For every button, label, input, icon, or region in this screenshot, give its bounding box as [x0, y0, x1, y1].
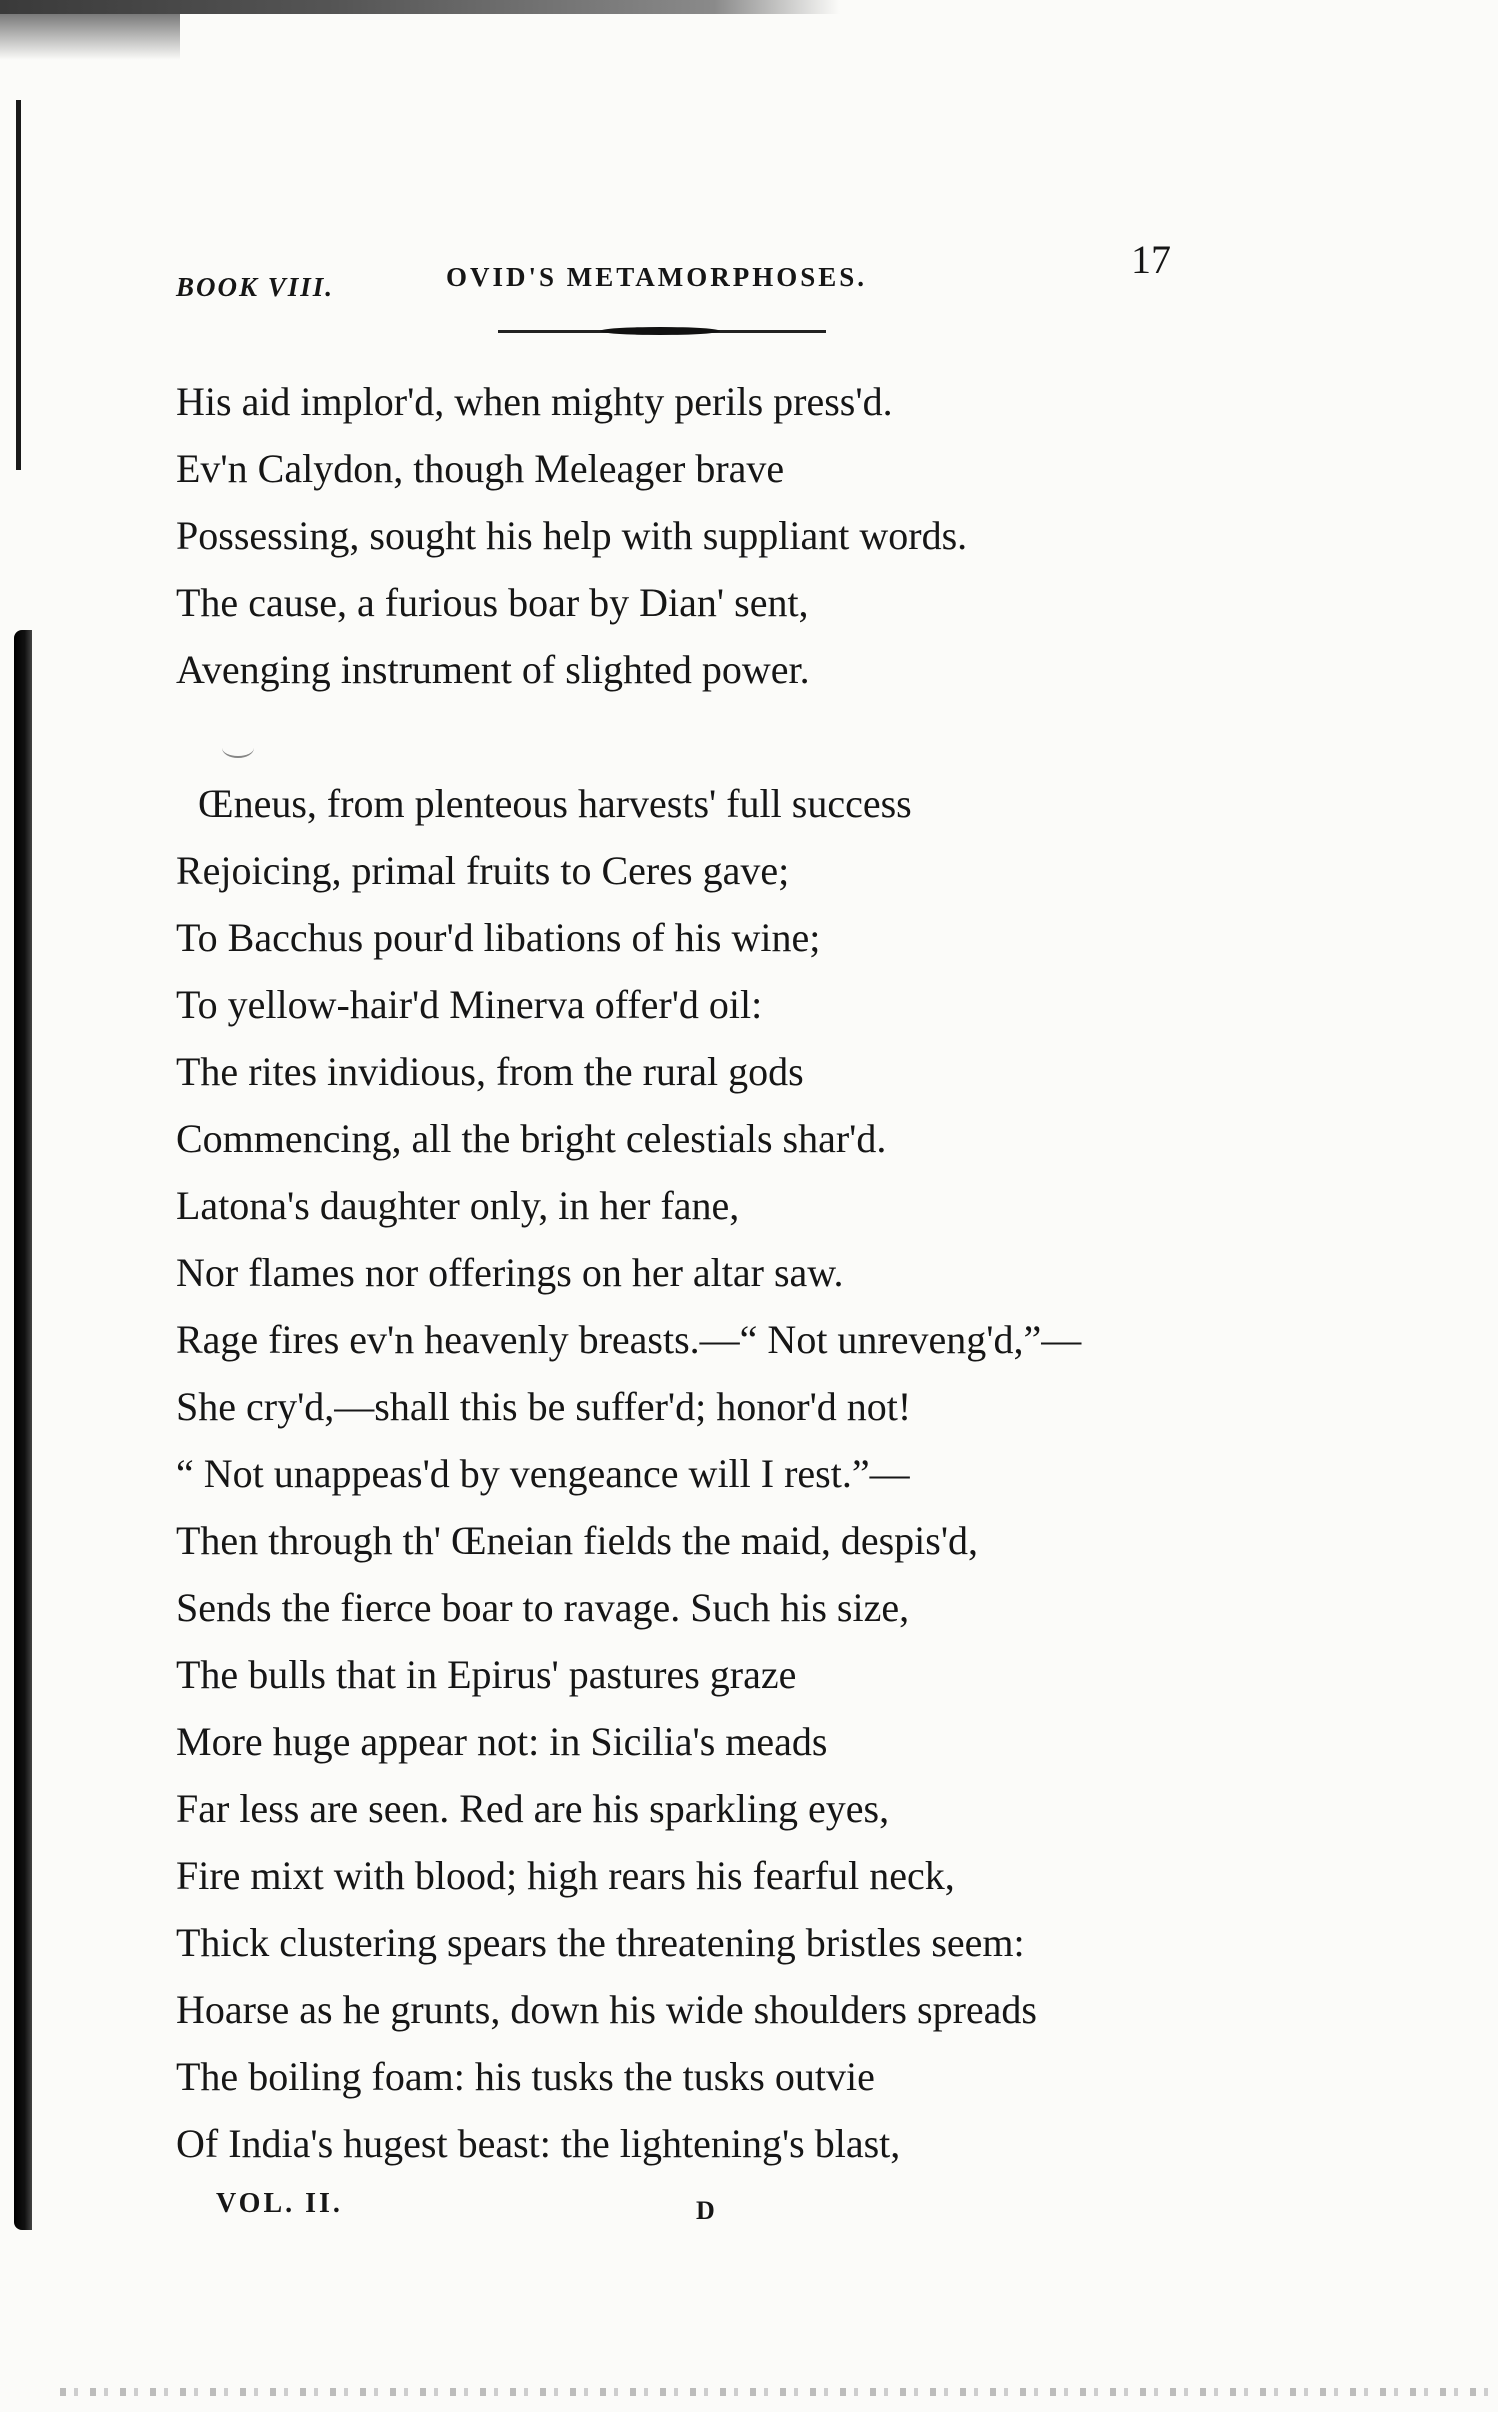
verse-line: Hoarse as he grunts, down his wide shoulders spreads — [176, 1987, 1037, 2032]
verse-line: Sends the fierce boar to ravage. Such his size, — [176, 1585, 910, 1630]
verse-line: Rage fires ev'n heavenly breasts.—“ Not unreveng'd,”— — [176, 1317, 1082, 1362]
verse-line: Commencing, all the bright celestials shar'd. — [176, 1116, 887, 1161]
running-header — [176, 237, 1216, 318]
verse-line: The bulls that in Epirus' pastures graze — [176, 1652, 797, 1697]
verse-line: Rejoicing, primal fruits to Ceres gave; — [176, 848, 790, 893]
signature-mark: D — [696, 2196, 715, 2225]
verse-line: To yellow-hair'd Minerva offer'd oil: — [176, 982, 763, 1027]
verse-line: She cry'd,—shall this be suffer'd; honor'd not! — [176, 1384, 912, 1429]
scan-bottom-noise — [60, 2388, 1490, 2396]
verse-line: Latona's daughter only, in her fane, — [176, 1183, 740, 1228]
scan-shadow-top — [0, 0, 840, 14]
verse-text — [176, 368, 1236, 2177]
verse-line: “ Not unappeas'd by vengeance will I rest.”— — [176, 1451, 910, 1496]
pencil-mark — [222, 738, 254, 758]
book-label: BOOK VIII. — [176, 272, 335, 302]
verse-line: More huge appear not: in Sicilia's meads — [176, 1719, 828, 1764]
header-rule-ornament — [600, 327, 720, 335]
verse-line: Possessing, sought his help with suppliant words. — [176, 513, 968, 558]
verse-line: Far less are seen. Red are his sparkling eyes, — [176, 1786, 890, 1831]
verse-line: Thick clustering spears the threatening bristles seem: — [176, 1920, 1025, 1965]
verse-line: Fire mixt with blood; high rears his fearful neck, — [176, 1853, 955, 1898]
verse-line: The rites invidious, from the rural gods — [176, 1049, 804, 1094]
volume-label: VOL. II. — [216, 2188, 343, 2219]
verse-line: Then through th' Œneian fields the maid, despis'd, — [176, 1518, 979, 1563]
scan-edge-mark — [16, 100, 21, 470]
scan-shadow-corner — [0, 14, 180, 60]
verse-line: To Bacchus pour'd libations of his wine; — [176, 915, 821, 960]
verse-line: Avenging instrument of slighted power. — [176, 647, 810, 692]
stanza-break — [176, 703, 1236, 770]
verse-line: The cause, a furious boar by Dian' sent, — [176, 580, 809, 625]
verse-line: His aid implor'd, when mighty perils press'd. — [176, 379, 893, 424]
scan-binding-edge — [14, 630, 32, 2230]
page-number: 17 — [1131, 237, 1171, 282]
verse-line: Œneus, from plenteous harvests' full success — [198, 781, 912, 826]
verse-line: Ev'n Calydon, though Meleager brave — [176, 446, 785, 491]
running-title: OVID'S METAMORPHOSES. — [446, 262, 868, 292]
verse-line: Nor flames nor offerings on her altar saw. — [176, 1250, 844, 1295]
verse-line: The boiling foam: his tusks the tusks outvie — [176, 2054, 875, 2099]
verse-line: Of India's hugest beast: the lightening's blast, — [176, 2121, 901, 2166]
